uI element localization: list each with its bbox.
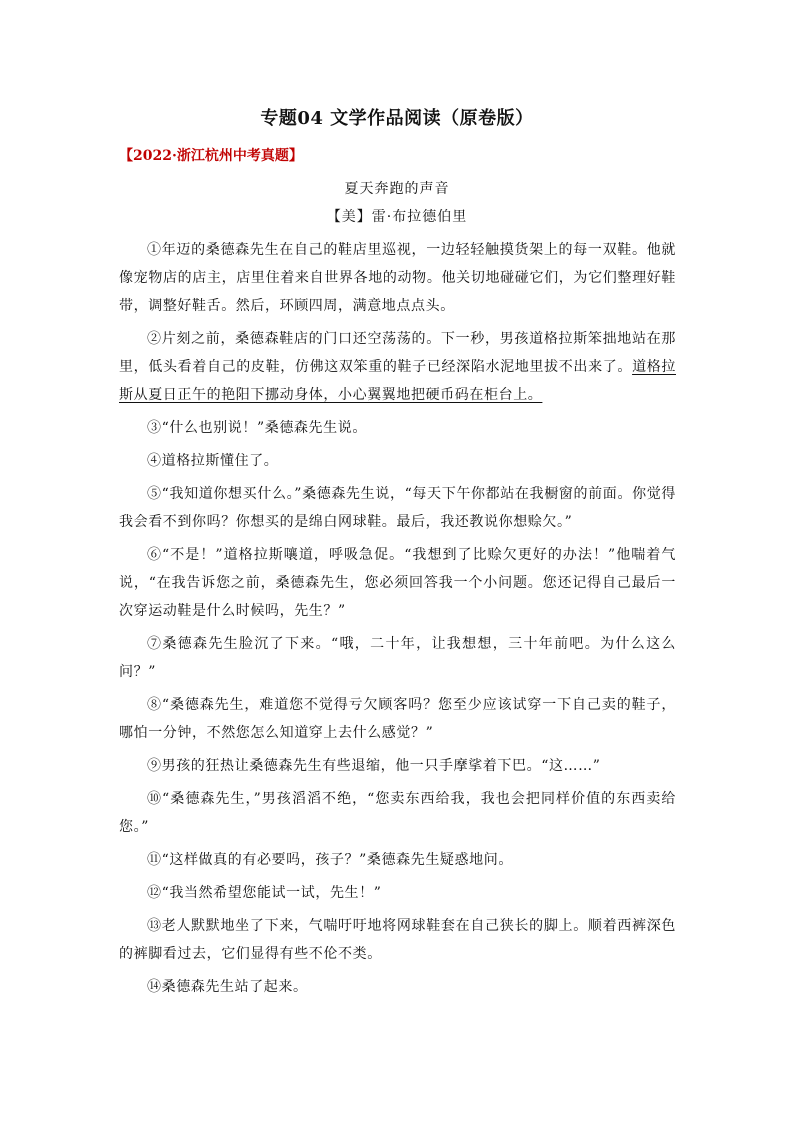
exam-source-label: 【2022·浙江杭州中考真题】 xyxy=(119,148,303,164)
paragraph-8: ⑧“桑德森先生，难道您不觉得亏欠顾客吗？您至少应该试穿一下自己卖的鞋子，哪怕一分钟，不然您怎么知道穿上去什么感觉？” xyxy=(119,697,676,741)
essay-author: 【美】雷·布拉德伯里 xyxy=(326,209,468,225)
paragraph-2-text: ②片刻之前，桑德森鞋店的门口还空荡荡的。下一秒，男孩道格拉斯笨拙地站在那里，低头看着自己的皮鞋，仿佛这双笨重的鞋子已经深陷水泥地里拔不出来了。 xyxy=(119,331,676,375)
paragraph-7: ⑦桑德森先生脸沉了下来。“哦，二十年，让我想想，三十年前吧。为什么这么问？” xyxy=(119,636,676,680)
paragraph-5: ⑤“我知道你想买什么。”桑德森先生说，“每天下午你都站在我橱窗的前面。你觉得我会看不到你吗？你想买的是绵白网球鞋。最后，我还教说你想赊欠。” xyxy=(119,486,676,530)
paragraph-3: ③“什么也别说！”桑德森先生说。 xyxy=(147,420,367,436)
paragraph-6: ⑥“不是！”道格拉斯嚷道，呼吸急促。“我想到了比赊欠更好的办法！”他喘着气说，“在我告诉您之前，桑德森先生，您必须回答我一个小问题。您还记得自己最后一次穿运动鞋是什么时候吗，先生？” xyxy=(119,547,676,619)
essay-title: 夏天奔跑的声音 xyxy=(344,181,450,197)
essay-body xyxy=(119,236,676,1006)
paragraph-4: ④道格拉斯懂住了。 xyxy=(147,453,279,469)
underlined-sentence: 道格拉斯从夏日正午的艳阳下挪动身体，小心翼翼地把硬币码在柜台上。 xyxy=(119,359,676,403)
paragraph-11: ⑪“这样做真的有必要吗，孩子？”桑德森先生疑惑地问。 xyxy=(147,852,513,868)
paragraph-1: ①年迈的桑德森先生在自己的鞋店里巡视，一边轻轻触摸货架上的每一双鞋。他就像宠物店的店主，店里住着来自世界各地的动物。他关切地碰碰它们，为它们整理好鞋带，调整好鞋舌。然后，环顾四周，满意地点点头。 xyxy=(119,242,676,314)
paragraph-13: ⑬老人默默地坐了下来，气喘吁吁地将网球鞋套在自己狭长的脚上。顺着西裤深色的裤脚看过去，它们显得有些不伦不类。 xyxy=(119,918,676,962)
paragraph-10: ⑩“桑德森先生，”男孩滔滔不绝，“您卖东西给我，我也会把同样价值的东西卖给您。” xyxy=(119,791,676,835)
paragraph-2 xyxy=(119,325,676,409)
page-title: 专题04 文学作品阅读（原卷版） xyxy=(260,108,534,129)
paragraph-14: ⑭桑德森先生站了起来。 xyxy=(147,979,308,995)
paragraph-12: ⑫“我当然希望您能试一试，先生！” xyxy=(147,885,382,901)
paragraph-9: ⑨男孩的狂热让桑德森先生有些退缩，他一只手摩挲着下巴。“这……” xyxy=(147,758,601,774)
